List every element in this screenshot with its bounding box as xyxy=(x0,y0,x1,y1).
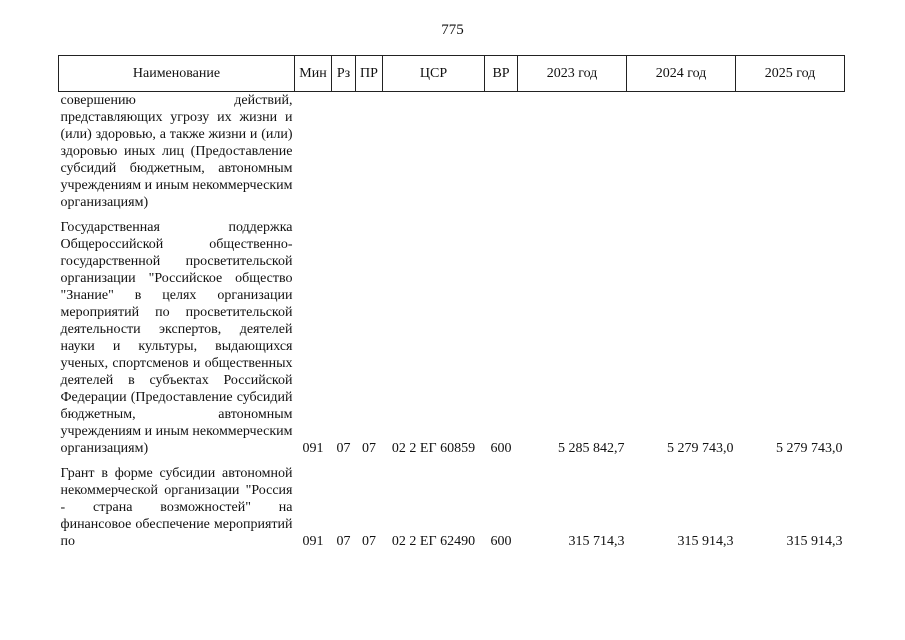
header-name: Наименование xyxy=(59,56,295,92)
row-2025 xyxy=(736,92,845,212)
row-csr: 02 2 ЕГ 62490 xyxy=(391,534,476,549)
header-2025: 2025 год xyxy=(736,56,845,92)
row-csr xyxy=(383,92,485,212)
row-min: 091 xyxy=(302,534,324,549)
row-min xyxy=(295,92,332,212)
row-rz xyxy=(332,92,356,212)
row-2025: 315 914,3 xyxy=(786,534,843,549)
row-pr xyxy=(356,92,383,212)
row-gap xyxy=(59,457,845,465)
row-csr: 02 2 ЕГ 60859 xyxy=(391,441,476,456)
row-rz: 07 xyxy=(336,534,351,549)
row-pr: 07 xyxy=(362,441,376,456)
row-2023: 315 714,3 xyxy=(568,534,625,549)
row-pr: 07 xyxy=(362,534,376,549)
row-vr: 600 xyxy=(490,534,512,549)
row-min: 091 xyxy=(302,441,324,456)
table-row xyxy=(59,465,845,550)
row-name: Грант в форме субсидии автономной некоммерческой организации "Россия - страна возможностей" на финансовое обеспечение мероприятий по xyxy=(60,466,293,549)
row-gap xyxy=(59,211,845,219)
header-min: Мин xyxy=(295,56,332,92)
row-name: Государственная поддержка Общероссийской общественно-государственной просветительской организации "Российское общество "Знание" в целях организации мероприятий по просветительской деятельности экспертов, деятелей науки и культуры, выдающихся ученых, спортсменов и общественных деятелей в субъектах Российской Федерации (Предоставление субсидий бюджетным, автономным учреждениям и иным некоммерческим организациям) xyxy=(60,220,293,456)
header-csr: ЦСР xyxy=(383,56,485,92)
row-2024: 5 279 743,0 xyxy=(667,441,734,456)
table-header-row xyxy=(59,56,845,92)
budget-table xyxy=(58,55,845,550)
row-2023 xyxy=(518,92,627,212)
header-rz: Рз xyxy=(332,56,356,92)
row-vr: 600 xyxy=(490,441,512,456)
row-2024: 315 914,3 xyxy=(677,534,734,549)
header-vr: ВР xyxy=(485,56,518,92)
header-2024: 2024 год xyxy=(627,56,736,92)
budget-table-container xyxy=(58,55,845,550)
header-pr: ПР xyxy=(356,56,383,92)
header-2023: 2023 год xyxy=(518,56,627,92)
row-2024 xyxy=(627,92,736,212)
row-name: совершению действий, представляющих угрозу их жизни и (или) здоровью, а также жизни и (или) здоровью иных лиц (Предоставление субсидий бюджетным, автономным учреждениям и иным некоммерческим организациям) xyxy=(60,93,293,210)
row-vr xyxy=(485,92,518,212)
row-2023: 5 285 842,7 xyxy=(558,441,625,456)
table-row xyxy=(59,92,845,212)
row-rz: 07 xyxy=(336,441,351,456)
table-row xyxy=(59,219,845,457)
row-2025: 5 279 743,0 xyxy=(776,441,843,456)
page-number: 775 xyxy=(441,22,464,38)
